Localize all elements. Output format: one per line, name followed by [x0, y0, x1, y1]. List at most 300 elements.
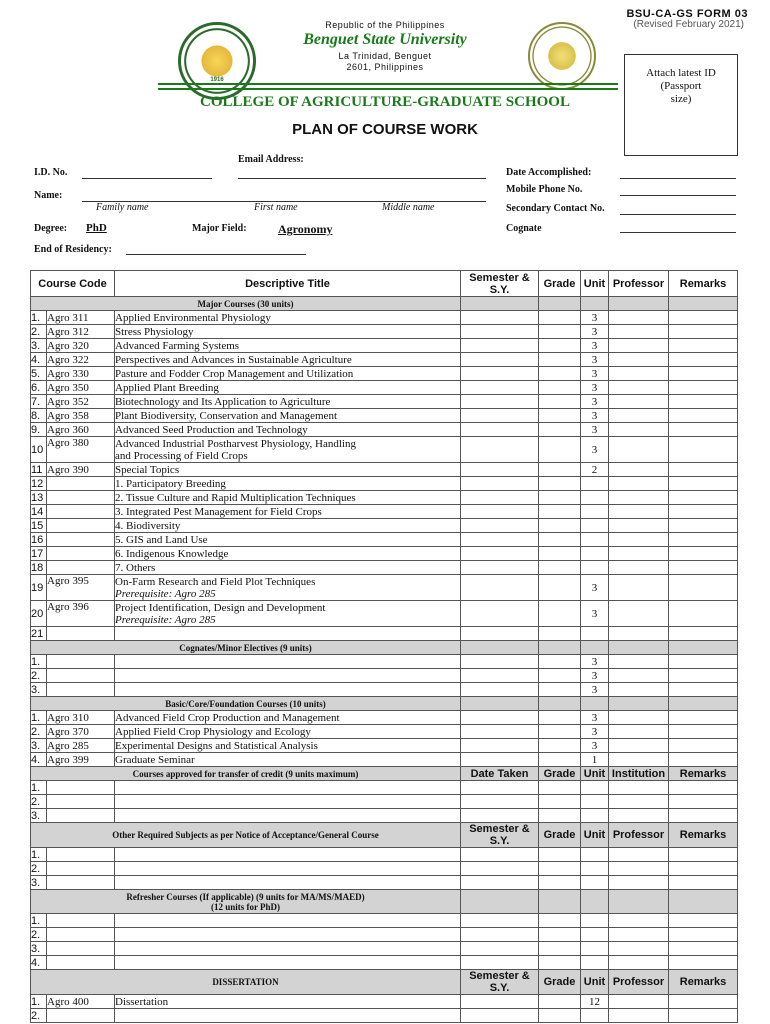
- blank-cell[interactable]: [461, 781, 539, 795]
- blank-cell[interactable]: [47, 956, 115, 970]
- blank-cell[interactable]: [581, 848, 609, 862]
- col-remarks-other: Remarks: [669, 823, 738, 848]
- course-code[interactable]: [47, 533, 115, 547]
- professor-cell[interactable]: [609, 367, 669, 381]
- table-row[interactable]: [31, 491, 738, 505]
- remarks-cell[interactable]: [669, 311, 738, 325]
- professor-cell[interactable]: [609, 505, 669, 519]
- table-row[interactable]: [31, 914, 738, 928]
- secondary-contact-field[interactable]: [620, 214, 736, 215]
- row-number: 18: [31, 561, 47, 575]
- blank-cell[interactable]: [669, 928, 738, 942]
- table-row[interactable]: [31, 381, 738, 395]
- professor-cell[interactable]: [609, 547, 669, 561]
- remarks-cell[interactable]: [669, 519, 738, 533]
- course-unit: 3: [581, 311, 609, 325]
- blank-cell[interactable]: [539, 956, 581, 970]
- semester-cell[interactable]: [461, 395, 539, 409]
- col-remarks-diss: Remarks: [669, 970, 738, 995]
- blank-cell[interactable]: [115, 848, 461, 862]
- remarks-cell[interactable]: [669, 409, 738, 423]
- blank-cell[interactable]: [47, 928, 115, 942]
- blank-cell[interactable]: [47, 914, 115, 928]
- blank-cell[interactable]: [539, 862, 581, 876]
- professor-cell[interactable]: [609, 409, 669, 423]
- course-code: Agro 311: [47, 311, 115, 325]
- remarks-cell[interactable]: [669, 655, 738, 669]
- course-unit[interactable]: [581, 561, 609, 575]
- course-code: Agro 360: [47, 423, 115, 437]
- blank-cell[interactable]: [539, 876, 581, 890]
- blank-cell[interactable]: [115, 928, 461, 942]
- remarks-cell[interactable]: [669, 1009, 738, 1023]
- blank-cell[interactable]: [669, 781, 738, 795]
- blank-cell[interactable]: [47, 876, 115, 890]
- blank-cell[interactable]: [581, 956, 609, 970]
- blank-cell[interactable]: [581, 795, 609, 809]
- middle-name-caption: Middle name: [382, 202, 435, 213]
- semester-cell[interactable]: [461, 547, 539, 561]
- major-field-label: Major Field:: [192, 223, 247, 234]
- table-row[interactable]: 10 Agro 380 Advanced Industrial Postharvest Physiology, Handling and Processing of Field Crops 3: [31, 437, 738, 463]
- blank-cell[interactable]: [609, 928, 669, 942]
- blank-cell[interactable]: [581, 781, 609, 795]
- grade-cell[interactable]: [539, 995, 581, 1009]
- course-unit[interactable]: [581, 547, 609, 561]
- course-code: Agro 350: [47, 381, 115, 395]
- table-row[interactable]: [31, 339, 738, 353]
- semester-cell[interactable]: [461, 381, 539, 395]
- course-code[interactable]: [47, 519, 115, 533]
- remarks-cell[interactable]: [669, 547, 738, 561]
- semester-cell[interactable]: [461, 339, 539, 353]
- semester-cell[interactable]: [461, 409, 539, 423]
- blank-cell[interactable]: [115, 781, 461, 795]
- table-row[interactable]: [31, 795, 738, 809]
- professor-cell[interactable]: [609, 353, 669, 367]
- semester-cell[interactable]: [461, 533, 539, 547]
- course-unit[interactable]: [581, 533, 609, 547]
- blank-cell[interactable]: [669, 862, 738, 876]
- course-title-cont: and Processing of Field Crops: [115, 449, 248, 462]
- blank-cell[interactable]: [461, 848, 539, 862]
- course-unit: 3: [581, 381, 609, 395]
- col-course-code: Course Code: [31, 271, 115, 297]
- grade-cell[interactable]: [539, 477, 581, 491]
- remarks-cell[interactable]: [669, 381, 738, 395]
- blank-cell[interactable]: [539, 848, 581, 862]
- table-row[interactable]: [31, 409, 738, 423]
- prerequisite-label: Prerequisite: [115, 587, 169, 600]
- professor-cell[interactable]: [609, 1009, 669, 1023]
- remarks-cell[interactable]: [669, 395, 738, 409]
- course-code: Agro 396: [47, 601, 115, 627]
- table-row[interactable]: [31, 739, 738, 753]
- row-number: 16: [31, 533, 47, 547]
- blank-cell[interactable]: [581, 914, 609, 928]
- semester-cell[interactable]: [461, 505, 539, 519]
- blank-cell[interactable]: [609, 781, 669, 795]
- table-row[interactable]: [31, 711, 738, 725]
- grade-cell[interactable]: [539, 739, 581, 753]
- table-row[interactable]: [31, 547, 738, 561]
- semester-cell[interactable]: [461, 655, 539, 669]
- course-unit[interactable]: [581, 519, 609, 533]
- semester-cell[interactable]: [461, 995, 539, 1009]
- blank-cell[interactable]: [461, 928, 539, 942]
- grade-cell[interactable]: [539, 655, 581, 669]
- table-row[interactable]: [31, 353, 738, 367]
- remarks-cell[interactable]: [669, 505, 738, 519]
- professor-cell[interactable]: [609, 491, 669, 505]
- table-row[interactable]: [31, 753, 738, 767]
- col-semester-diss: Semester & S.Y.: [461, 970, 539, 995]
- blank-cell[interactable]: [47, 781, 115, 795]
- blank-cell[interactable]: [47, 809, 115, 823]
- blank-cell[interactable]: [669, 795, 738, 809]
- remarks-cell[interactable]: [669, 683, 738, 697]
- row-number: 2.: [31, 862, 47, 876]
- col-semester: Semester & S.Y.: [461, 271, 539, 297]
- course-code[interactable]: [47, 477, 115, 491]
- blank-cell[interactable]: [609, 914, 669, 928]
- semester-cell[interactable]: [461, 739, 539, 753]
- blank-cell[interactable]: [669, 914, 738, 928]
- blank-cell[interactable]: [539, 942, 581, 956]
- seal-year: 1916: [210, 77, 224, 83]
- table-row[interactable]: [31, 669, 738, 683]
- grade-cell[interactable]: [539, 533, 581, 547]
- mobile-field[interactable]: [620, 195, 736, 196]
- professor-cell[interactable]: [609, 311, 669, 325]
- grade-cell[interactable]: [539, 711, 581, 725]
- table-row[interactable]: [31, 655, 738, 669]
- blank-cell[interactable]: [115, 809, 461, 823]
- semester-cell[interactable]: [461, 423, 539, 437]
- table-row[interactable]: 19 Agro 395 On-Farm Research and Field Plot Techniques Prerequisite: Agro 285 3: [31, 575, 738, 601]
- grade-cell[interactable]: [539, 423, 581, 437]
- remarks-cell[interactable]: [669, 367, 738, 381]
- blank-cell[interactable]: [47, 862, 115, 876]
- professor-cell[interactable]: [609, 725, 669, 739]
- grade-cell[interactable]: [539, 409, 581, 423]
- grade-cell[interactable]: [539, 311, 581, 325]
- course-unit: 3: [581, 409, 609, 423]
- course-code[interactable]: [47, 547, 115, 561]
- col-date-taken: Date Taken: [461, 767, 539, 781]
- blank-cell[interactable]: [539, 781, 581, 795]
- table-row[interactable]: [31, 477, 738, 491]
- professor-cell[interactable]: [609, 533, 669, 547]
- blank-cell[interactable]: [115, 795, 461, 809]
- degree-value[interactable]: PhD: [86, 222, 107, 234]
- blank-cell[interactable]: [461, 809, 539, 823]
- semester-cell[interactable]: [461, 711, 539, 725]
- blank-cell[interactable]: [47, 795, 115, 809]
- table-row[interactable]: [31, 995, 738, 1009]
- grade-cell[interactable]: [539, 1009, 581, 1023]
- blank-cell[interactable]: [461, 914, 539, 928]
- grade-cell[interactable]: [539, 367, 581, 381]
- grade-cell[interactable]: [539, 547, 581, 561]
- professor-cell[interactable]: [609, 325, 669, 339]
- course-unit: 3: [581, 725, 609, 739]
- table-row[interactable]: [31, 367, 738, 381]
- col-remarks-transfer: Remarks: [669, 767, 738, 781]
- residency-field[interactable]: [126, 254, 306, 255]
- course-title[interactable]: [115, 669, 461, 683]
- professor-cell[interactable]: [609, 753, 669, 767]
- college-name: COLLEGE OF AGRICULTURE-GRADUATE SCHOOL: [200, 94, 570, 110]
- professor-cell[interactable]: [609, 739, 669, 753]
- blank-cell[interactable]: [581, 862, 609, 876]
- grade-cell[interactable]: [539, 725, 581, 739]
- table-row[interactable]: [31, 928, 738, 942]
- page-title: PLAN OF COURSE WORK: [292, 121, 478, 138]
- blank-cell[interactable]: [669, 809, 738, 823]
- grade-cell[interactable]: [539, 491, 581, 505]
- course-title: Applied Environmental Physiology: [115, 311, 461, 325]
- remarks-cell[interactable]: [669, 711, 738, 725]
- blank-cell[interactable]: [609, 942, 669, 956]
- blank-cell[interactable]: [669, 956, 738, 970]
- blank-cell[interactable]: [609, 876, 669, 890]
- professor-cell[interactable]: [609, 655, 669, 669]
- header-rule-2: [158, 88, 618, 90]
- remarks-cell[interactable]: [669, 533, 738, 547]
- professor-cell[interactable]: [609, 395, 669, 409]
- blank-cell[interactable]: [581, 942, 609, 956]
- grade-cell[interactable]: [539, 753, 581, 767]
- blank-cell[interactable]: [47, 942, 115, 956]
- professor-cell[interactable]: [609, 423, 669, 437]
- grade-cell[interactable]: [539, 669, 581, 683]
- table-row[interactable]: [31, 423, 738, 437]
- header-rule-1: [158, 83, 618, 85]
- table-row[interactable]: [31, 1009, 738, 1023]
- refresher-section-subtitle: (12 units for PhD): [210, 901, 281, 912]
- semester-cell[interactable]: [461, 683, 539, 697]
- blank-cell[interactable]: [461, 876, 539, 890]
- row-number: 2.: [31, 725, 47, 739]
- professor-cell[interactable]: [609, 381, 669, 395]
- blank-cell[interactable]: [115, 876, 461, 890]
- grade-cell[interactable]: [539, 339, 581, 353]
- table-row[interactable]: 11 Agro 390 Special Topics 2: [31, 463, 738, 477]
- course-code[interactable]: [47, 669, 115, 683]
- semester-cell[interactable]: [461, 1009, 539, 1023]
- course-unit[interactable]: [581, 477, 609, 491]
- row-number: 4.: [31, 753, 47, 767]
- course-title: Special Topics: [115, 463, 461, 477]
- course-unit: 3: [581, 325, 609, 339]
- blank-cell[interactable]: [581, 928, 609, 942]
- blank-cell[interactable]: [609, 956, 669, 970]
- cognate-label: Cognate: [506, 223, 542, 234]
- semester-cell[interactable]: [461, 477, 539, 491]
- row-number: 1.: [31, 914, 47, 928]
- professor-cell[interactable]: [609, 339, 669, 353]
- remarks-cell[interactable]: [669, 477, 738, 491]
- blank-cell[interactable]: [539, 809, 581, 823]
- row-number: 3.: [31, 942, 47, 956]
- table-row[interactable]: [31, 561, 738, 575]
- semester-cell[interactable]: [461, 561, 539, 575]
- blank-cell[interactable]: [461, 795, 539, 809]
- table-row[interactable]: [31, 519, 738, 533]
- table-row[interactable]: [31, 862, 738, 876]
- row-number: 3.: [31, 339, 47, 353]
- table-row[interactable]: [31, 942, 738, 956]
- semester-cell[interactable]: [461, 491, 539, 505]
- cognate-field[interactable]: [620, 232, 736, 233]
- grade-cell[interactable]: [539, 683, 581, 697]
- blank-cell[interactable]: [581, 876, 609, 890]
- course-code[interactable]: [47, 655, 115, 669]
- row-number: 2.: [31, 795, 47, 809]
- course-code: Agro 352: [47, 395, 115, 409]
- blank-cell[interactable]: [461, 942, 539, 956]
- blank-cell[interactable]: [581, 809, 609, 823]
- table-row[interactable]: [31, 725, 738, 739]
- blank-cell[interactable]: [609, 862, 669, 876]
- blank-cell[interactable]: [539, 928, 581, 942]
- major-field-value[interactable]: Agronomy: [278, 222, 333, 236]
- remarks-cell[interactable]: [669, 339, 738, 353]
- table-row[interactable]: [31, 956, 738, 970]
- course-title: Experimental Designs and Statistical Analysis: [115, 739, 461, 753]
- semester-cell[interactable]: [461, 325, 539, 339]
- professor-cell[interactable]: [609, 477, 669, 491]
- grade-cell[interactable]: [539, 353, 581, 367]
- grade-cell[interactable]: [539, 519, 581, 533]
- professor-cell[interactable]: [609, 995, 669, 1009]
- table-row[interactable]: 21: [31, 627, 738, 641]
- id-field[interactable]: [82, 178, 212, 179]
- course-title: 5. GIS and Land Use: [115, 533, 461, 547]
- remarks-cell[interactable]: [669, 725, 738, 739]
- semester-cell[interactable]: [461, 353, 539, 367]
- photo-box[interactable]: [624, 54, 738, 156]
- remarks-cell[interactable]: [669, 561, 738, 575]
- course-unit[interactable]: [581, 491, 609, 505]
- col-professor: Professor: [609, 271, 669, 297]
- remarks-cell[interactable]: [669, 995, 738, 1009]
- remarks-cell[interactable]: [669, 491, 738, 505]
- table-row[interactable]: 20 Agro 396 Project Identification, Design and Development Prerequisite: Agro 285 3: [31, 601, 738, 627]
- table-row[interactable]: [31, 683, 738, 697]
- course-unit: 3: [581, 669, 609, 683]
- id-label: I.D. No.: [34, 167, 68, 178]
- blank-cell[interactable]: [609, 809, 669, 823]
- blank-cell[interactable]: [461, 956, 539, 970]
- blank-cell[interactable]: [115, 942, 461, 956]
- grade-cell[interactable]: [539, 561, 581, 575]
- course-code[interactable]: [47, 491, 115, 505]
- row-number: 2.: [31, 669, 47, 683]
- blank-cell[interactable]: [115, 914, 461, 928]
- professor-cell[interactable]: [609, 669, 669, 683]
- table-row[interactable]: [31, 533, 738, 547]
- grade-cell[interactable]: [539, 381, 581, 395]
- professor-cell[interactable]: [609, 683, 669, 697]
- remarks-cell[interactable]: [669, 325, 738, 339]
- course-title: [115, 1009, 461, 1023]
- table-row[interactable]: [31, 848, 738, 862]
- professor-cell[interactable]: [609, 519, 669, 533]
- row-number: 15: [31, 519, 47, 533]
- email-field[interactable]: [238, 178, 486, 179]
- remarks-cell[interactable]: [669, 353, 738, 367]
- course-title: Pasture and Fodder Crop Management and Utilization: [115, 367, 461, 381]
- blank-cell[interactable]: [115, 956, 461, 970]
- blank-cell[interactable]: [609, 848, 669, 862]
- blank-cell[interactable]: [669, 876, 738, 890]
- course-unit: 3: [581, 437, 609, 463]
- remarks-cell[interactable]: [669, 739, 738, 753]
- course-title: 2. Tissue Culture and Rapid Multiplication Techniques: [115, 491, 461, 505]
- table-row[interactable]: [31, 325, 738, 339]
- course-title[interactable]: [115, 655, 461, 669]
- remarks-cell[interactable]: [669, 753, 738, 767]
- semester-cell[interactable]: [461, 519, 539, 533]
- professor-cell[interactable]: [609, 711, 669, 725]
- table-row[interactable]: [31, 781, 738, 795]
- row-number: 3.: [31, 683, 47, 697]
- blank-cell[interactable]: [461, 862, 539, 876]
- blank-cell[interactable]: [115, 862, 461, 876]
- photo-line-2: (Passport: [660, 80, 702, 92]
- course-title: Perspectives and Advances in Sustainable Agriculture: [115, 353, 461, 367]
- professor-cell[interactable]: [609, 561, 669, 575]
- blank-cell[interactable]: [47, 848, 115, 862]
- grade-cell[interactable]: [539, 505, 581, 519]
- col-unit-diss: Unit: [581, 970, 609, 995]
- semester-cell[interactable]: [461, 725, 539, 739]
- table-row[interactable]: [31, 311, 738, 325]
- blank-cell[interactable]: [539, 795, 581, 809]
- blank-cell[interactable]: [669, 848, 738, 862]
- course-unit: 3: [581, 367, 609, 381]
- grade-cell[interactable]: [539, 395, 581, 409]
- course-title: Applied Plant Breeding: [115, 381, 461, 395]
- table-row[interactable]: [31, 395, 738, 409]
- course-code[interactable]: [47, 505, 115, 519]
- remarks-cell[interactable]: [669, 669, 738, 683]
- blank-cell[interactable]: [669, 942, 738, 956]
- semester-cell[interactable]: [461, 753, 539, 767]
- semester-cell[interactable]: [461, 669, 539, 683]
- semester-cell[interactable]: [461, 367, 539, 381]
- blank-cell[interactable]: [539, 914, 581, 928]
- blank-cell[interactable]: [609, 795, 669, 809]
- date-accomplished-field[interactable]: [620, 178, 736, 179]
- course-title: On-Farm Research and Field Plot Techniques: [115, 575, 316, 588]
- course-code: Agro 395: [47, 575, 115, 601]
- semester-cell[interactable]: [461, 311, 539, 325]
- table-row[interactable]: [31, 809, 738, 823]
- course-code[interactable]: [47, 561, 115, 575]
- course-title[interactable]: [115, 683, 461, 697]
- course-code[interactable]: [47, 683, 115, 697]
- course-title: Advanced Industrial Postharvest Physiology, Handling: [115, 437, 356, 450]
- course-unit[interactable]: [581, 505, 609, 519]
- grade-cell[interactable]: [539, 325, 581, 339]
- remarks-cell[interactable]: [669, 423, 738, 437]
- table-row[interactable]: [31, 505, 738, 519]
- table-row[interactable]: [31, 876, 738, 890]
- course-title: 6. Indigenous Knowledge: [115, 547, 461, 561]
